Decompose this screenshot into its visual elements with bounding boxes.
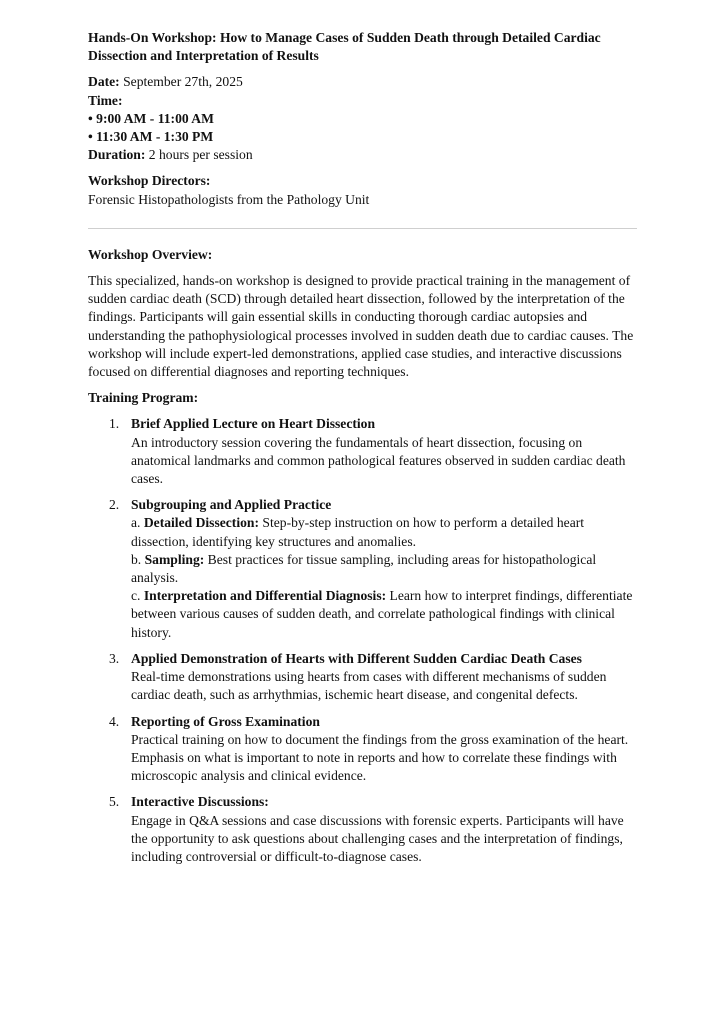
- item-text: Engage in Q&A sessions and case discussions with forensic experts. Participants will have the opportunity to ask questions about challenging cases and the interpretation of findings, including controversial or difficult-to-diagnose cases.: [131, 812, 624, 864]
- item-text: An introductory session covering the fundamentals of heart dissection, focusing on anatomical landmarks and common pathological features observed in sudden cardiac death cases.: [131, 434, 626, 487]
- item-number: 2.: [109, 497, 120, 513]
- duration-value: 2 hours per session: [145, 147, 253, 163]
- item-number: 5.: [109, 794, 120, 810]
- date-label: Date:: [88, 74, 120, 90]
- item-title: Subgrouping and Applied Practice: [131, 497, 332, 513]
- directors-block: [88, 172, 637, 208]
- program-heading: Training Program:: [88, 390, 199, 406]
- schedule-block: [88, 73, 637, 164]
- sub-item-label: Interpretation and Differential Diagnosis:: [143, 588, 387, 604]
- section-divider: [88, 228, 637, 229]
- item-title: Reporting of Gross Examination: [131, 713, 320, 729]
- item-title: Brief Applied Lecture on Heart Dissection: [131, 416, 376, 432]
- sub-item: b. Sampling: Best practices for tissue sampling, including areas for histopathological analysis.: [131, 551, 597, 586]
- list-item: [88, 650, 637, 705]
- item-text: Practical training on how to document the findings from the gross examination of the heart. Emphasis on what is important to note in reports and how to correlate these findings with microscopic analysis and clinical evidence.: [131, 731, 629, 784]
- list-item: [88, 496, 637, 642]
- time-label: Time:: [88, 92, 123, 108]
- sub-item: c. Interpretation and Differential Diagnosis: Learn how to interpret findings, differentiate between various causes of sudden death, and correlate pathological findings with clinical history.: [131, 588, 633, 640]
- overview-section: [88, 246, 637, 381]
- program-list: [88, 415, 637, 866]
- item-title: Interactive Discussions:: [131, 794, 269, 810]
- date-value: September 27th, 2025: [119, 74, 243, 90]
- item-title: Applied Demonstration of Hearts with Different Sudden Cardiac Death Cases: [131, 650, 582, 666]
- directors-value: Forensic Histopathologists from the Pathology Unit: [88, 191, 370, 207]
- time-slot: • 9:00 AM - 11:00 AM: [88, 110, 214, 126]
- duration-label: Duration:: [88, 147, 146, 163]
- program-section: [88, 389, 637, 866]
- list-item: [88, 793, 637, 866]
- list-item: [88, 713, 637, 786]
- sub-item-label: Sampling:: [144, 551, 205, 567]
- directors-label: Workshop Directors:: [88, 173, 211, 189]
- document-title: Hands-On Workshop: How to Manage Cases of Sudden Death through Detailed Cardiac Dissection and Interpretation of Results: [88, 30, 601, 64]
- duration-line: [88, 146, 637, 164]
- sub-item-label: Detailed Dissection:: [143, 515, 259, 531]
- list-item: [88, 415, 637, 488]
- sub-item: a. Detailed Dissection: Step-by-step instruction on how to perform a detailed heart dissection, identifying key structures and anomalies.: [131, 515, 585, 549]
- overview-text: This specialized, hands-on workshop is designed to provide practical training in the management of sudden cardiac death (SCD) through detailed heart dissection, followed by the interpretation of the findings. Participants will gain essential skills in conducting thorough cardiac autopsies and understanding the pathophysiological processes involved in sudden death due to cardiac causes. The workshop will include expert-led demonstrations, applied case studies, and interactive discussions focused on differential diagnoses and reporting techniques.: [88, 273, 634, 380]
- item-text: Real-time demonstrations using hearts from cases with different mechanisms of sudden cardiac death, such as arrhythmias, ischemic heart disease, and congenital defects.: [131, 669, 607, 703]
- item-number: 3.: [109, 650, 120, 666]
- date-line: [88, 73, 637, 91]
- item-number: 4.: [109, 713, 120, 729]
- item-number: 1.: [109, 416, 120, 432]
- overview-heading: Workshop Overview:: [88, 246, 213, 262]
- time-slot: • 11:30 AM - 1:30 PM: [88, 129, 214, 145]
